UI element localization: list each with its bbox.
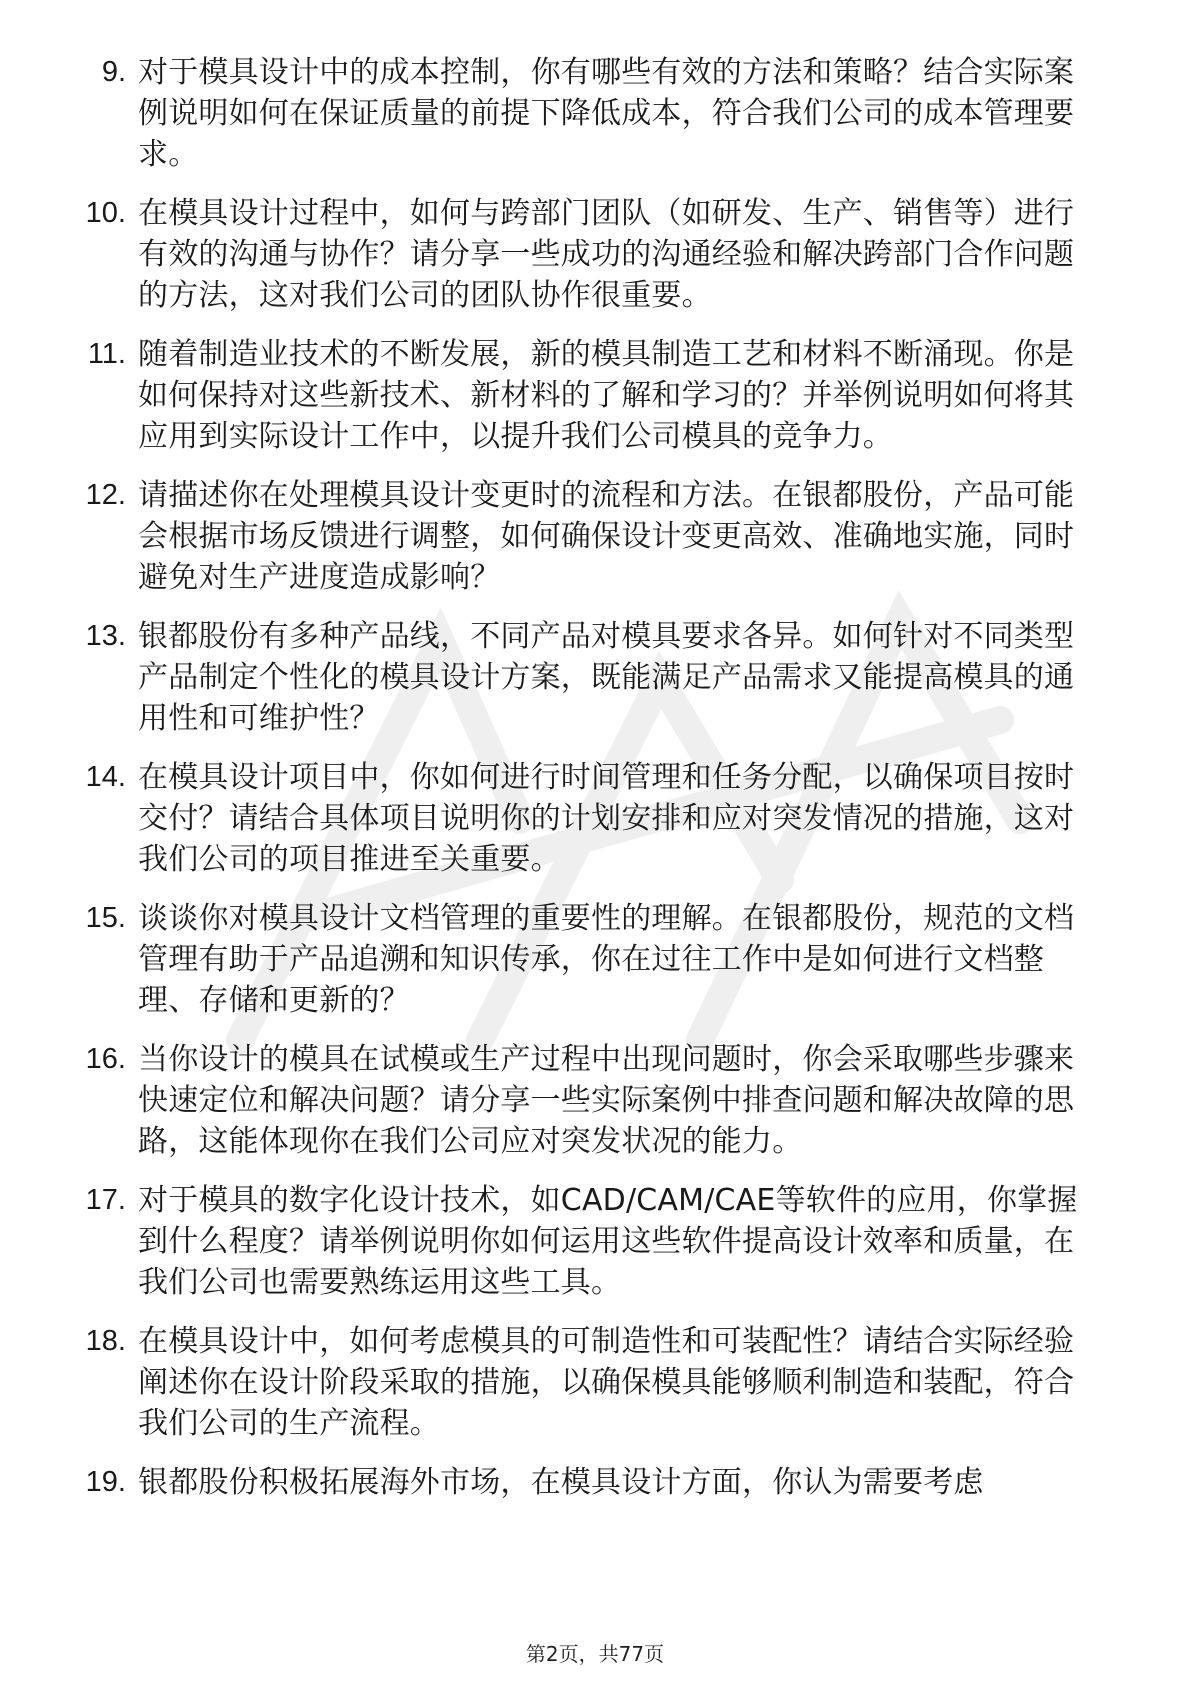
question-number: 9. bbox=[101, 56, 126, 88]
question-text: 在模具设计项目中，你如何进行时间管理和任务分配，以确保项目按时交付？请结合具体项目说明你的计划安排和应对突发情况的措施，这对我们公司的项目推进至关重要。 bbox=[138, 760, 1075, 877]
question-item bbox=[60, 1321, 1120, 1444]
page-footer bbox=[0, 1642, 1190, 1666]
question-number: 11. bbox=[87, 338, 126, 370]
question-item bbox=[60, 334, 1120, 457]
question-text: 在模具设计中，如何考虑模具的可制造性和可装配性？请结合实际经验阐述你在设计阶段采取的措施，以确保模具能够顺利制造和装配，符合我们公司的生产流程。 bbox=[138, 1324, 1075, 1441]
question-item bbox=[60, 475, 1120, 598]
question-number: 19. bbox=[85, 1466, 126, 1498]
question-text: 银都股份积极拓展海外市场，在模具设计方面，你认为需要考虑 bbox=[138, 1465, 984, 1500]
question-item bbox=[60, 757, 1120, 880]
question-number: 16. bbox=[85, 1043, 126, 1075]
question-item bbox=[60, 1039, 1120, 1162]
page-number-label: 第2页，共77页 bbox=[525, 1642, 665, 1666]
question-text: 请描述你在处理模具设计变更时的流程和方法。在银都股份，产品可能会根据市场反馈进行调整，如何确保设计变更高效、准确地实施，同时避免对生产进度造成影响？ bbox=[138, 478, 1075, 595]
question-item bbox=[60, 898, 1120, 1021]
question-item bbox=[60, 1462, 1120, 1503]
question-text: 谈谈你对模具设计文档管理的重要性的理解。在银都股份，规范的文档管理有助于产品追溯和知识传承，你在过往工作中是如何进行文档整理、存储和更新的？ bbox=[138, 901, 1075, 1018]
question-number: 18. bbox=[85, 1325, 126, 1357]
question-text: 银都股份有多种产品线，不同产品对模具要求各异。如何针对不同类型产品制定个性化的模具设计方案，既能满足产品需求又能提高模具的通用性和可维护性？ bbox=[138, 619, 1075, 736]
question-number: 17. bbox=[85, 1184, 126, 1216]
question-text: 随着制造业技术的不断发展，新的模具制造工艺和材料不断涌现。你是如何保持对这些新技术、新材料的了解和学习的？并举例说明如何将其应用到实际设计工作中，以提升我们公司模具的竞争力。 bbox=[138, 337, 1075, 454]
question-text: 对于模具的数字化设计技术，如CAD/CAM/CAE等软件的应用，你掌握到什么程度？请举例说明你如何运用这些软件提高设计效率和质量，在我们公司也需要熟练运用这些工具。 bbox=[138, 1183, 1078, 1300]
question-number: 10. bbox=[85, 197, 126, 229]
question-number: 15. bbox=[85, 902, 126, 934]
question-number: 13. bbox=[85, 620, 126, 652]
question-number: 14. bbox=[85, 761, 126, 793]
question-list bbox=[60, 52, 1120, 1521]
question-item bbox=[60, 1180, 1120, 1303]
question-item bbox=[60, 52, 1120, 175]
question-number: 12. bbox=[85, 479, 126, 511]
question-text: 当你设计的模具在试模或生产过程中出现问题时，你会采取哪些步骤来快速定位和解决问题？请分享一些实际案例中排查问题和解决故障的思路，这能体现你在我们公司应对突发状况的能力。 bbox=[138, 1042, 1075, 1159]
question-text: 在模具设计过程中，如何与跨部门团队（如研发、生产、销售等）进行有效的沟通与协作？请分享一些成功的沟通经验和解决跨部门合作问题的方法，这对我们公司的团队协作很重要。 bbox=[138, 196, 1075, 313]
question-text: 对于模具设计中的成本控制，你有哪些有效的方法和策略？结合实际案例说明如何在保证质量的前提下降低成本，符合我们公司的成本管理要求。 bbox=[138, 55, 1075, 172]
question-item bbox=[60, 616, 1120, 739]
question-item bbox=[60, 193, 1120, 316]
